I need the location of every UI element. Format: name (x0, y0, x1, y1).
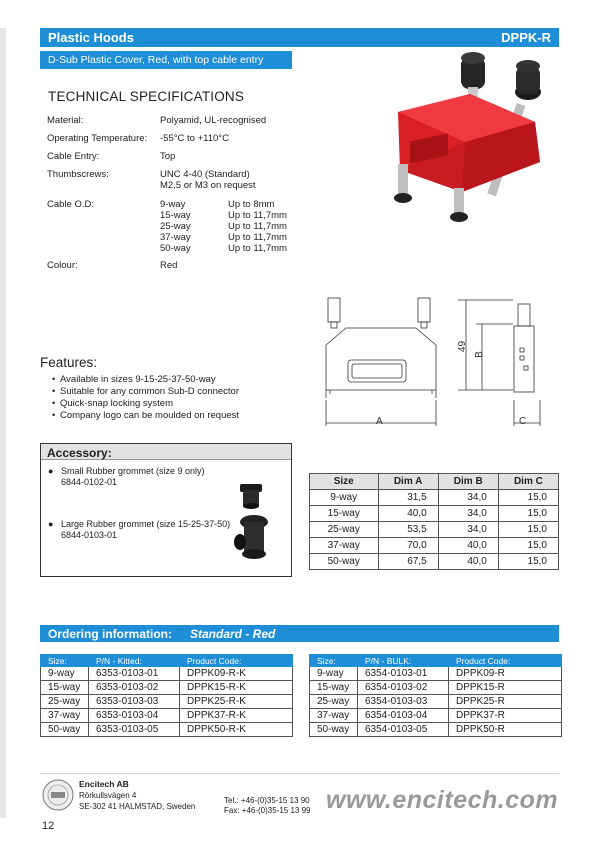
column-header: Product Code: (449, 655, 562, 667)
dim-c-label: C (519, 416, 527, 427)
page-number: 12 (42, 820, 55, 832)
table-row: 9-way 31,5 34,0 15,0 (310, 490, 559, 506)
table-row: 37-way 70,0 40,0 15,0 (310, 538, 559, 554)
ordering-bar (40, 625, 559, 642)
dim-a-label: A (376, 416, 383, 427)
table-row: 25-way 6353-0103-03 DPPK25-R-K (41, 695, 293, 709)
spec-thumbscrews-value-1: UNC 4-40 (Standard) (160, 169, 250, 180)
subtitle-bar (40, 51, 292, 69)
column-header: Size: (41, 655, 89, 667)
table-row: 37-way 6354-0103-04 DPPK37-R (310, 709, 562, 723)
product-code: DPPK-R (501, 30, 551, 45)
table-row: 15-way 6354-0103-02 DPPK15-R (310, 681, 562, 695)
table-row: 15-way 40,0 34,0 15,0 (310, 506, 559, 522)
spec-material-label: Material: (47, 115, 84, 126)
spec-colour-label: Colour: (47, 260, 78, 271)
title-bar (40, 28, 559, 47)
spec-thumbscrews-value-2: M2,5 or M3 on request (160, 180, 256, 191)
company-name: Encitech AB (79, 779, 129, 789)
certification-seal-icon (42, 779, 74, 811)
website-url[interactable]: www.encitech.com (326, 786, 559, 814)
table-row: 25-way 53,5 34,0 15,0 (310, 522, 559, 538)
column-header: Size (310, 474, 379, 490)
product-photo (370, 52, 560, 227)
spec-entry-label: Cable Entry: (47, 151, 100, 162)
cable-od-row: 37-way Up to 11,7mm (160, 232, 287, 243)
dim-b-label: B (473, 351, 485, 358)
feature-item: • Suitable for any common Sub-D connector (52, 386, 240, 397)
table-row: 9-way 6354-0103-01 DPPK09-R (310, 667, 562, 681)
dim-49-label: 49 (457, 340, 469, 353)
spec-material-value: Polyamid, UL-recognised (160, 115, 267, 126)
ordering-kitted-table (40, 654, 293, 737)
company-fax: Fax: +46-(0)35-15 13 99 (224, 806, 311, 815)
column-header: Dim A (378, 474, 438, 490)
accessory-item: ● Small Rubber grommet (size 9 only) 6844-0102-01 (48, 466, 205, 487)
cable-od-row: 15-way Up to 11,7mm (160, 210, 287, 221)
accessory-item: ● Large Rubber grommet (size 15-25-37-50) 6844-0103-01 (48, 519, 231, 540)
company-city: SE-302 41 HALMSTAD, Sweden (79, 802, 196, 811)
spec-cable-od-label: Cable O.D: (47, 199, 94, 210)
company-address (79, 779, 195, 812)
table-header-row (41, 655, 293, 667)
company-tel: Tel.: +46-(0)35-15 13 90 (224, 796, 310, 805)
column-header: Size: (310, 655, 358, 667)
table-header-row (310, 474, 559, 490)
spec-colour-value: Red (160, 260, 178, 271)
table-row: 15-way 6353-0103-02 DPPK15-R-K (41, 681, 293, 695)
spec-entry-value: Top (160, 151, 176, 162)
cable-od-row: 9-way Up to 8mm (160, 199, 275, 210)
feature-item: • Company logo can be moulded on request (52, 410, 240, 421)
ordering-title: Ordering information: (48, 626, 172, 641)
cable-od-row: 50-way Up to 11,7mm (160, 243, 287, 254)
spec-temp-label: Operating Temperature: (47, 133, 148, 144)
table-row: 50-way 67,5 40,0 15,0 (310, 554, 559, 570)
ordering-subtitle: Standard - Red (190, 626, 276, 641)
column-header: P/N - BULK: (358, 655, 449, 667)
table-row: 50-way 6353-0103-05 DPPK50-R-K (41, 723, 293, 737)
grommet-photo (230, 482, 285, 562)
spec-temp-value: -55°C to +110°C (160, 133, 229, 144)
page-edge-strip (0, 28, 6, 818)
page-title: Plastic Hoods (48, 30, 134, 45)
table-header-row (310, 655, 562, 667)
spec-cable-od-list (160, 199, 287, 254)
accessory-title: Accessory: (47, 446, 112, 460)
technical-drawing (318, 290, 563, 435)
company-street: Rörkullsvägen 4 (79, 791, 137, 800)
company-contact (224, 796, 311, 816)
features-title: Features: (40, 355, 98, 370)
tech-specs-title: TECHNICAL SPECIFICATIONS (48, 89, 245, 104)
page-subtitle: D-Sub Plastic Cover, Red, with top cable entry (48, 54, 264, 66)
table-row: 9-way 6353-0103-01 DPPK09-R-K (41, 667, 293, 681)
feature-item: • Quick-snap locking system (52, 398, 173, 409)
footer-divider (40, 773, 559, 774)
ordering-bulk-table (309, 654, 562, 737)
column-header: Dim C (498, 474, 558, 490)
column-header: Dim B (438, 474, 498, 490)
table-row: 25-way 6354-0103-03 DPPK25-R (310, 695, 562, 709)
spec-thumbscrews-label: Thumbscrews: (47, 169, 109, 180)
column-header: Product Code: (180, 655, 293, 667)
dimension-table (309, 473, 559, 570)
cable-od-row: 25-way Up to 11,7mm (160, 221, 287, 232)
column-header: P/N - Kitted: (89, 655, 180, 667)
feature-item: • Available in sizes 9-15-25-37-50-way (52, 374, 216, 385)
table-row: 37-way 6353-0103-04 DPPK37-R-K (41, 709, 293, 723)
table-row: 50-way 6354-0103-05 DPPK50-R (310, 723, 562, 737)
